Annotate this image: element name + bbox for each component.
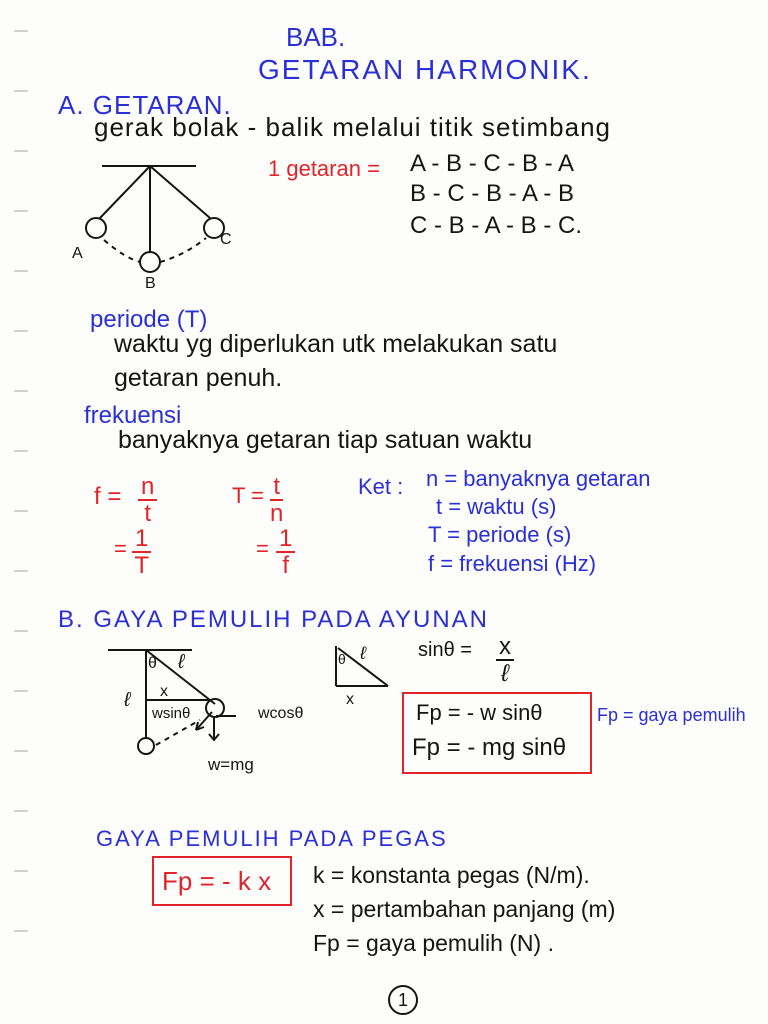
section-a-heading: A. GETARAN. [58, 90, 232, 120]
spring-item-fp: Fp = gaya pemulih (N) . [313, 930, 554, 956]
formula-f-den: t [144, 500, 152, 528]
section-b-heading: B. GAYA PEMULIH PADA AYUNAN [58, 606, 490, 633]
spring-item-x: x = pertambahan panjang (m) [313, 896, 616, 922]
spring-formula-box [152, 856, 292, 906]
label-theta: θ [148, 655, 157, 672]
formula-f-eq2: = [114, 536, 127, 561]
label-weight: w=mg [208, 755, 254, 774]
vibration-definition: gerak bolak - balik melalui titik setimbang [94, 112, 611, 142]
spring-item-k: k = konstanta pegas (N/m). [313, 862, 590, 888]
vibration-sequence-2: B - C - B - A - B [410, 180, 575, 207]
spring-formula: Fp = - k x [162, 866, 272, 896]
label-c: C [220, 231, 232, 248]
frequency-definition: banyaknya getaran tiap satuan waktu [118, 426, 533, 454]
label-wsin: wsinθ [152, 705, 191, 722]
frequency-heading: frekuensi [84, 402, 182, 429]
legend-prefix: Ket : [358, 474, 404, 499]
period-heading: periode (T) [90, 306, 208, 333]
sin-formula-lhs: sinθ = [418, 639, 472, 661]
label-wcos: wcosθ [258, 705, 304, 722]
formula-t-num: t [270, 474, 283, 501]
page-number: 1 [388, 985, 418, 1015]
formula-f-num2: 1 [132, 526, 151, 553]
label-b: B [145, 275, 156, 292]
pendulum-diagram [86, 166, 224, 272]
legend-item: t = waktu (s) [436, 494, 557, 519]
period-definition-line-1: waktu yg diperlukan utk melakukan satu [114, 330, 558, 358]
sin-formula-num: x [496, 634, 514, 661]
formula-t-lhs: T = [232, 483, 265, 508]
vibration-sequence-1: A - B - C - B - A [410, 150, 575, 177]
triangle-theta: θ [338, 651, 346, 667]
legend-item: T = periode (s) [428, 522, 572, 547]
formula-f-lhs: f = [94, 483, 122, 510]
label-l: ℓ [178, 651, 185, 673]
triangle-x: x [346, 691, 354, 708]
formula-t-den: n [270, 500, 284, 528]
triangle-l: ℓ [360, 643, 366, 663]
page-title: GETARAN HARMONIK. [258, 54, 592, 85]
legend-item: n = banyaknya getaran [426, 466, 651, 491]
formula-f-den2: T [134, 552, 150, 580]
formula-t-num2: 1 [276, 526, 295, 553]
legend-item: f = frekuensi (Hz) [428, 551, 597, 576]
formula-f-num: n [138, 474, 157, 501]
formula-t-eq2: = [256, 536, 269, 561]
formula-t-den2: f [282, 552, 290, 580]
period-definition-line-2: getaran penuh. [114, 364, 283, 392]
chapter-label: BAB. [286, 22, 346, 52]
vibration-sequence-3: C - B - A - B - C. [410, 212, 583, 239]
box-line-2: Fp = - mg sinθ [412, 734, 567, 761]
one-vibration-label: 1 getaran = [268, 156, 380, 181]
label-l2: ℓ [124, 689, 131, 711]
restoring-force-note: Fp = gaya pemulih [597, 705, 746, 725]
restoring-force-box [402, 692, 592, 774]
spring-heading: GAYA PEMULIH PADA PEGAS [96, 826, 448, 851]
label-a: A [72, 245, 83, 262]
label-x: x [160, 683, 168, 700]
sin-formula-den: ℓ [501, 660, 509, 688]
box-line-1: Fp = - w sinθ [416, 700, 543, 725]
